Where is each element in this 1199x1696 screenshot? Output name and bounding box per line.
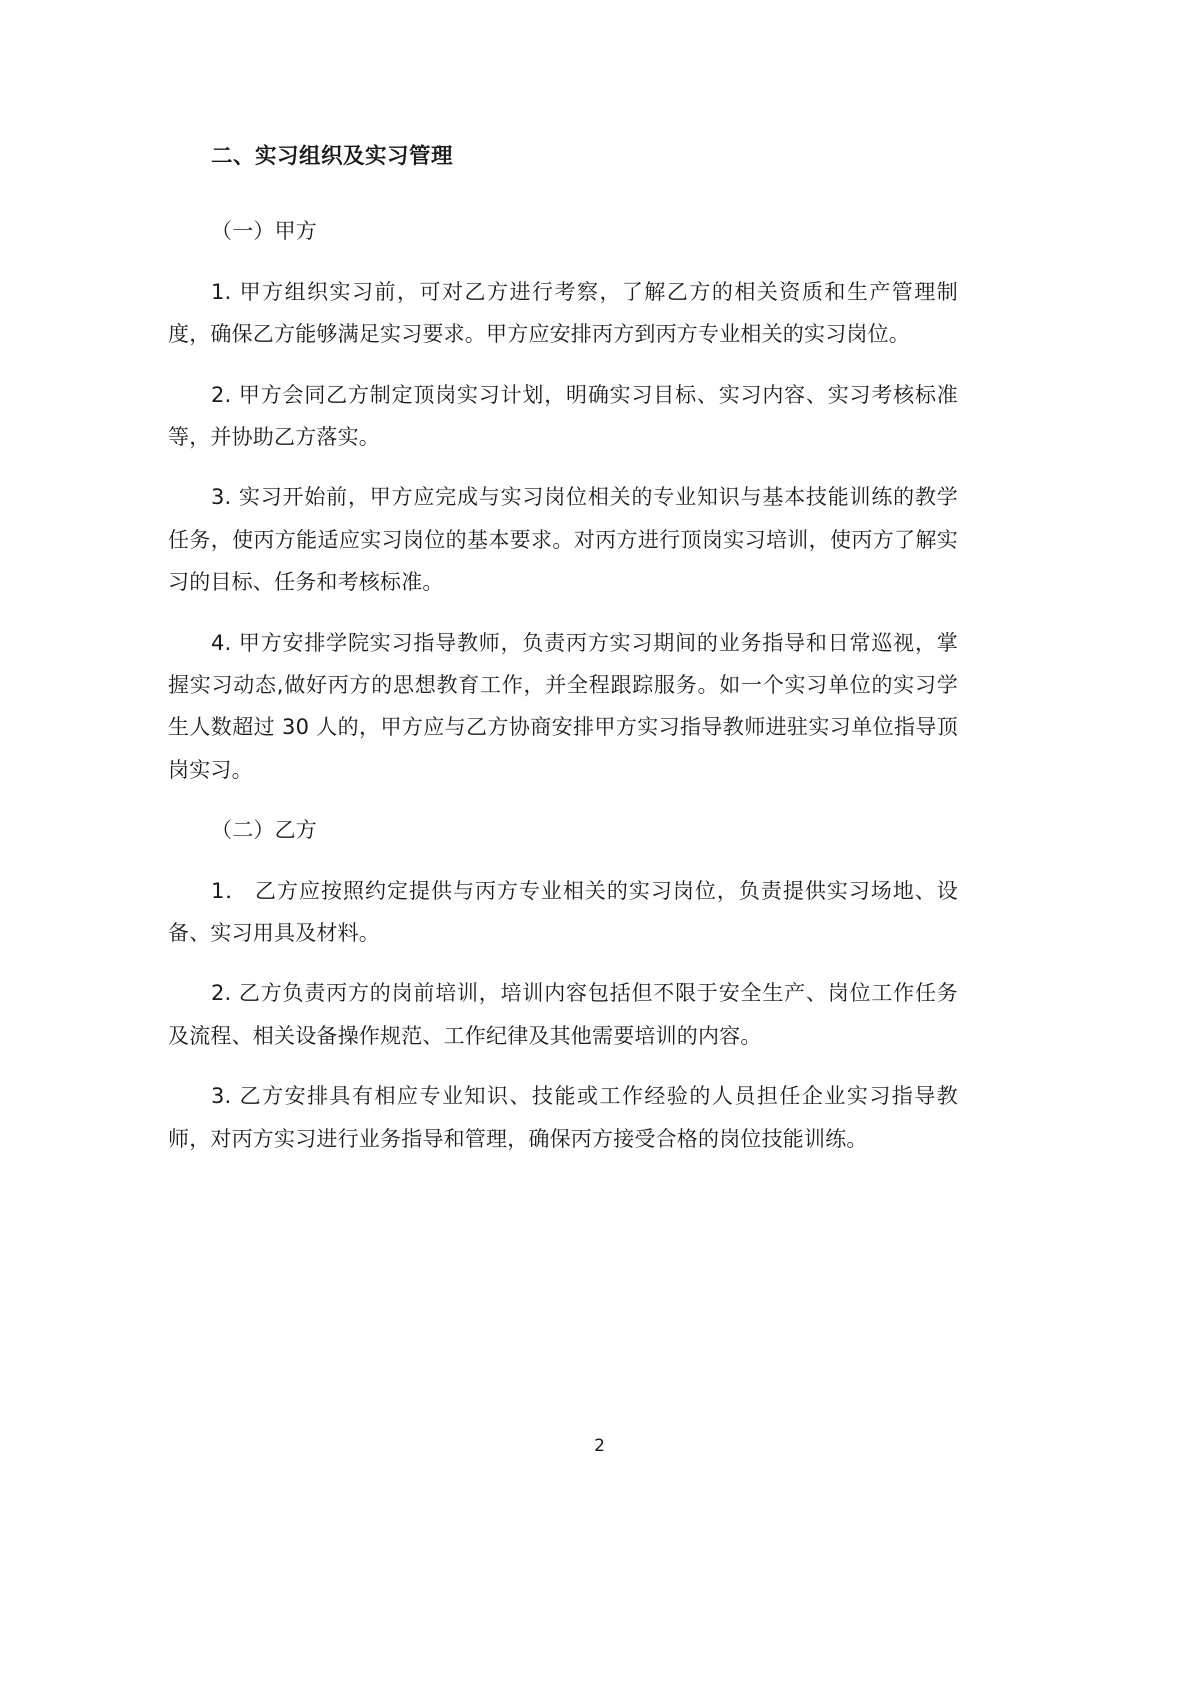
paragraph-jiafang-3: 3. 实习开始前，甲方应完成与实习岗位相关的专业知识与基本技能训练的教学任务，使丙方能适应实习岗位的基本要求。对丙方进行顶岗实习培训，使丙方了解实习的目标、任务和考核标准。	[168, 485, 958, 595]
paragraph-jiafang-2: 2. 甲方会同乙方制定顶岗实习计划，明确实习目标、实习内容、实习考核标准等，并协助乙方落实。	[168, 382, 958, 450]
section-heading: 二、实习组织及实习管理	[211, 144, 454, 169]
paragraph-jiafang-1: 1. 甲方组织实习前，可对乙方进行考察，了解乙方的相关资质和生产管理制度，确保乙方能够满足实习要求。甲方应安排丙方到丙方专业相关的实习岗位。	[168, 279, 958, 347]
subsection-label-jiafang: （一）甲方	[211, 219, 317, 244]
paragraph-yifang-2: 2. 乙方负责丙方的岗前培训，培训内容包括但不限于安全生产、岗位工作任务及流程、相关设备操作规范、工作纪律及其他需要培训的内容。	[168, 981, 958, 1048]
paragraph-yifang-1: 1． 乙方应按照约定提供与丙方专业相关的实习岗位，负责提供实习场地、设备、实习用具及材料。	[168, 878, 958, 946]
page-number: 2	[594, 1436, 605, 1456]
document-body	[168, 140, 958, 1178]
paragraph-jiafang-4: 4. 甲方安排学院实习指导教师，负责丙方实习期间的业务指导和日常巡视，掌握实习动态,做好丙方的思想教育工作，并全程跟踪服务。如一个实习单位的实习学生人数超过 30 人的，甲方应与乙方协商安排甲方实习指导教师进驻实习单位指导顶岗实习。	[168, 630, 958, 782]
paragraph-yifang-3: 3. 乙方安排具有相应专业知识、技能或工作经验的人员担任企业实习指导教师，对丙方实习进行业务指导和管理，确保丙方接受合格的岗位技能训练。	[168, 1084, 958, 1151]
subsection-label-yifang: （二）乙方	[211, 818, 317, 843]
